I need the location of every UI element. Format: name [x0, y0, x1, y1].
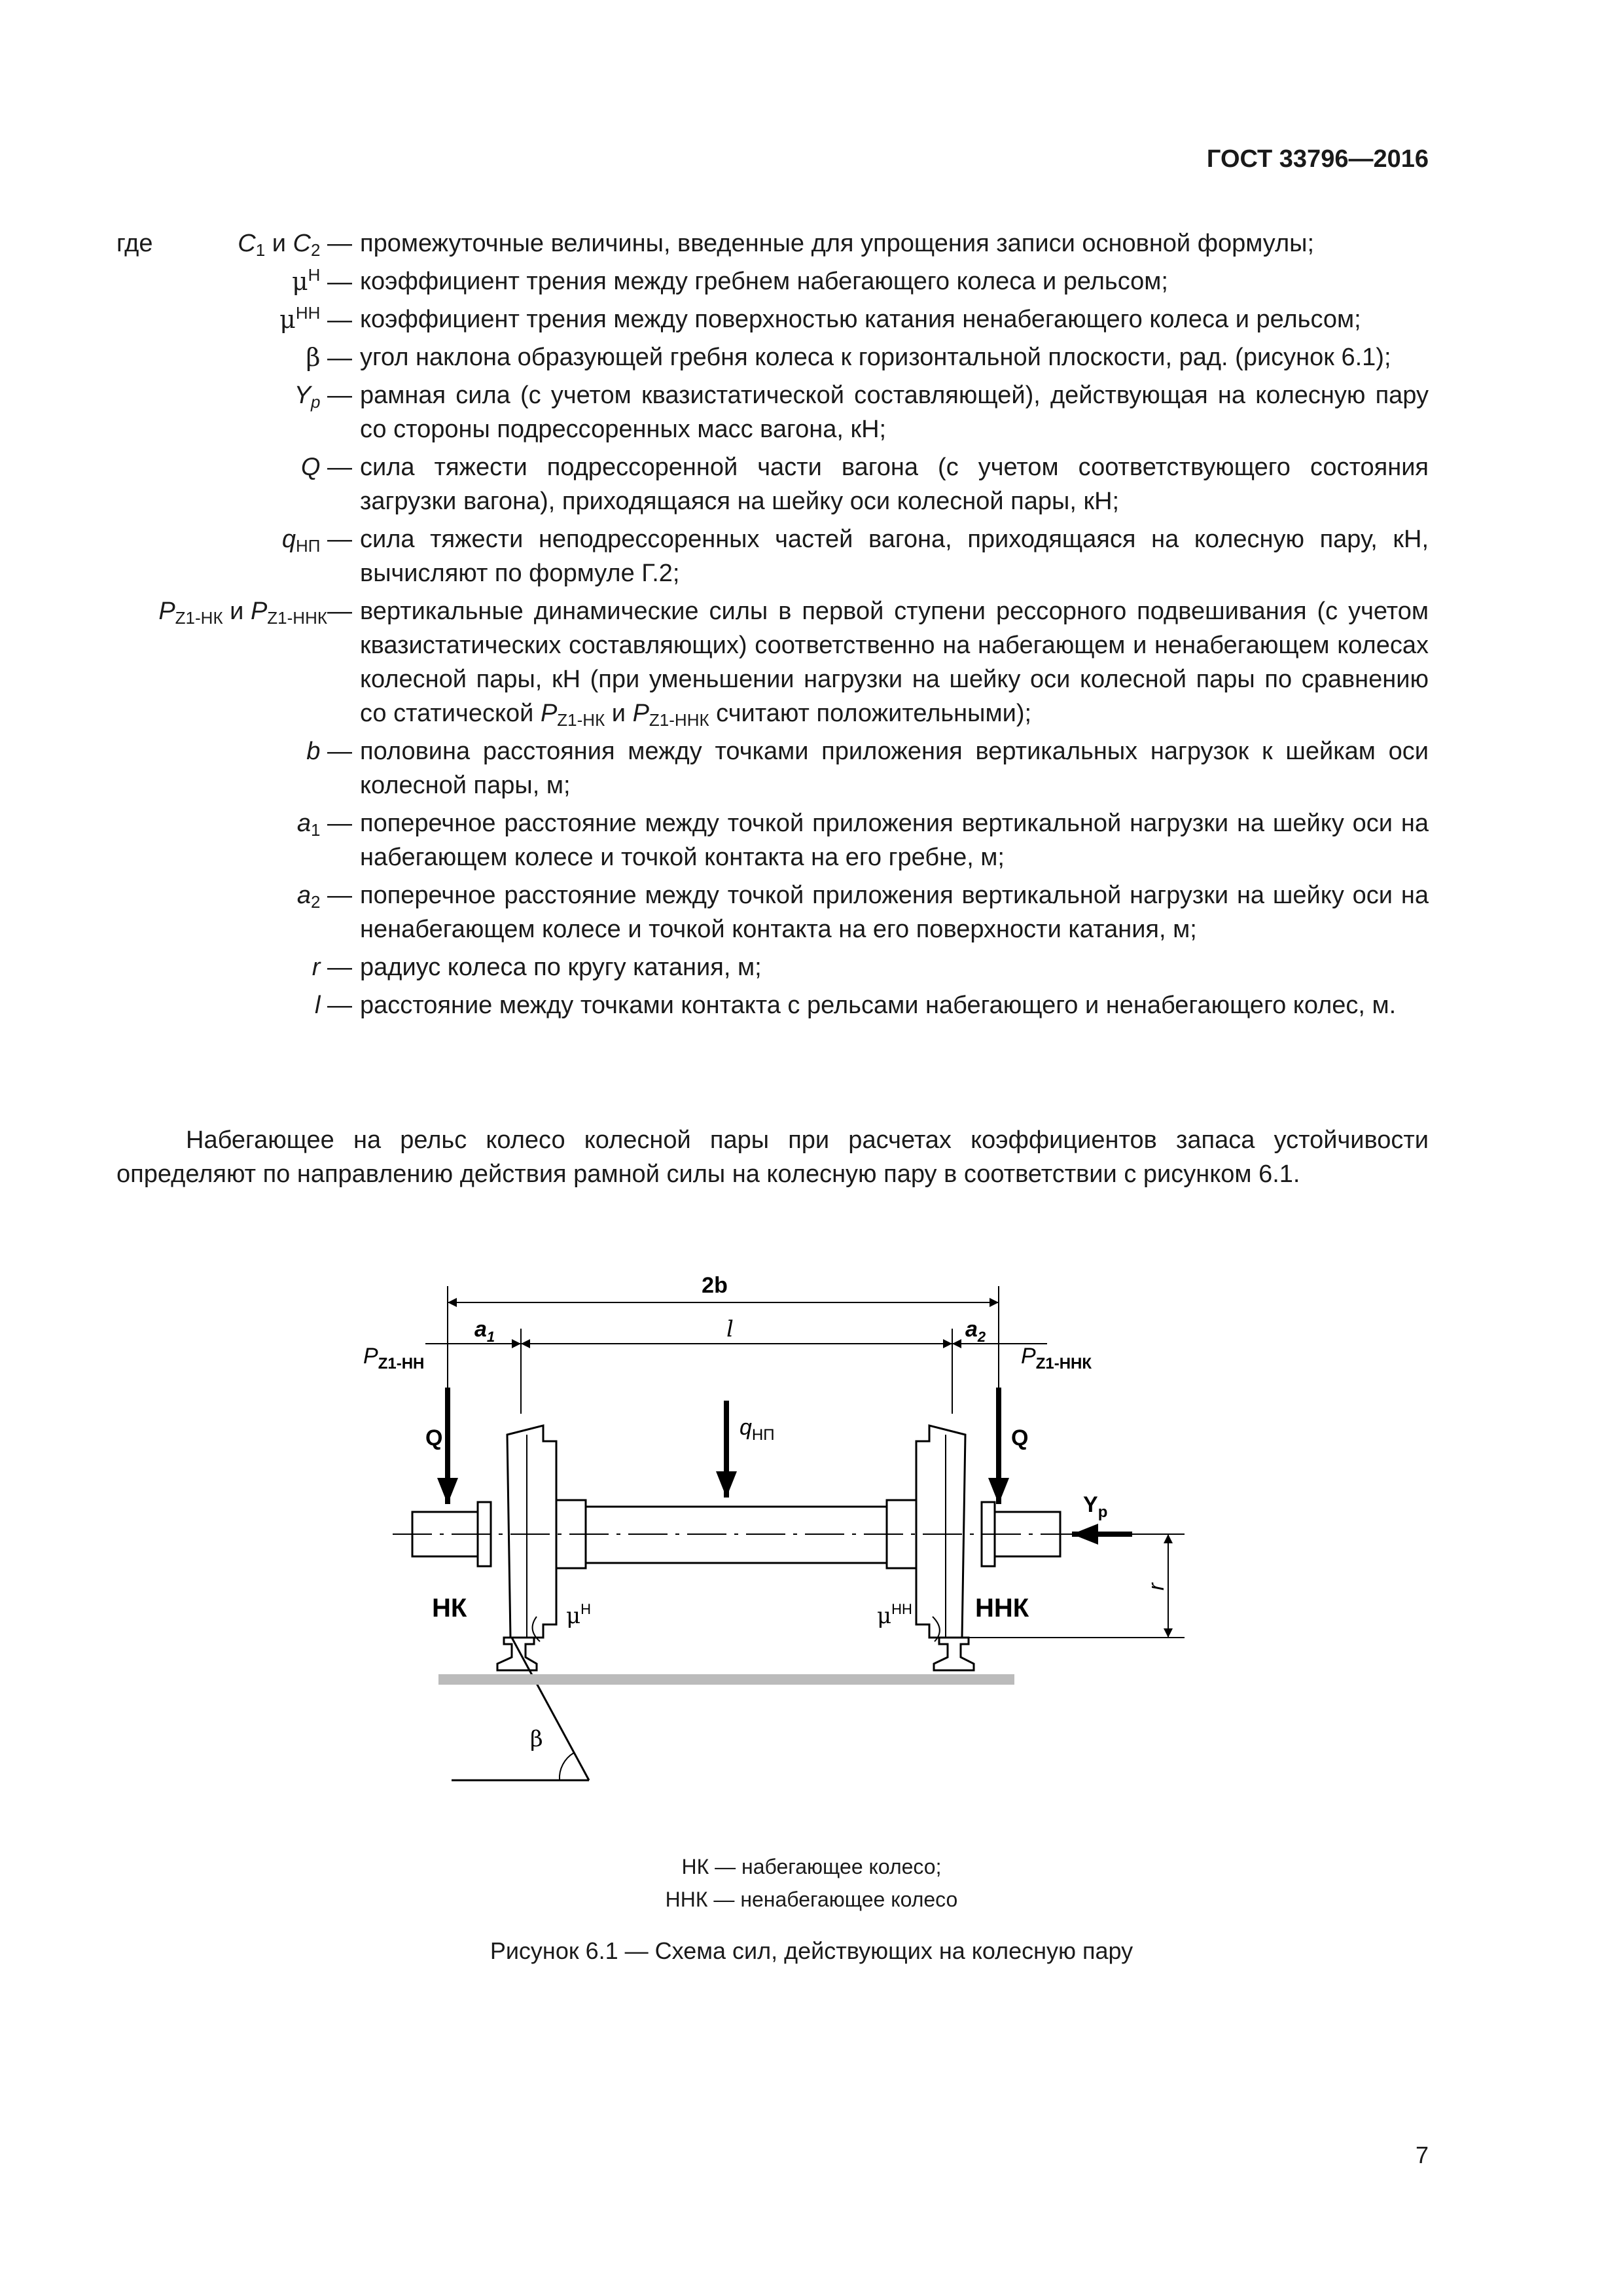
definition-symbol: l —	[314, 992, 352, 1019]
label-2b: 2b	[702, 1273, 728, 1298]
beta-arc	[560, 1753, 574, 1780]
definition-l	[116, 988, 1429, 1022]
definition-text: коэффициент трения между поверхностью катания ненабегающего колеса и рельсом;	[360, 306, 1361, 333]
definition-symbol: $q_{НП}$ —	[281, 526, 352, 556]
definition-qnp	[116, 522, 1429, 590]
label-qnp: $q_{НП}$	[740, 1415, 775, 1444]
definition-beta	[116, 340, 1429, 374]
definition-r	[116, 950, 1429, 984]
definition-text: расстояние между точками контакта с рельсами набегающего и ненабегающего колес, м.	[360, 992, 1397, 1019]
page-number: 7	[1415, 2142, 1429, 2168]
definition-text: коэффициент трения между гребнем набегающего колеса и рельсом;	[360, 268, 1168, 295]
definition-b	[116, 734, 1429, 802]
diagram-svg	[340, 1263, 1169, 1787]
intro-word: где	[116, 230, 153, 257]
figure-caption: Рисунок 6.1 — Схема сил, действующих на колесную пару	[490, 1937, 1133, 1964]
definition-symbol: $a_1$ —	[296, 810, 352, 840]
document-header: ГОСТ 33796—2016	[1206, 145, 1429, 173]
label-pz1-hh: $P_{Z1-НН}$	[363, 1344, 425, 1372]
right-rail	[934, 1638, 974, 1670]
label-l: l	[726, 1316, 734, 1342]
definition-symbol: r —	[312, 954, 352, 981]
right-wheel	[916, 1426, 965, 1638]
label-a2: $a_2$	[965, 1317, 986, 1345]
definition-text: сила тяжести неподрессоренных частей вагона, приходящаяся на колесную пару, кН, вычисляют по формуле Г.2;	[360, 526, 1429, 587]
label-q-right: Q	[1011, 1426, 1029, 1450]
definitions-list	[116, 226, 1429, 1026]
definition-symbol: $\mu^Н$ —	[291, 265, 352, 296]
definition-symbol: Q —	[300, 454, 352, 481]
wheelset-force-diagram	[340, 1263, 1169, 1787]
label-q-left: Q	[425, 1426, 443, 1450]
label-beta: β	[530, 1726, 543, 1752]
label-yp: $Y_р$	[1083, 1492, 1108, 1521]
body-paragraph: Набегающее на рельс колесо колесной пары при расчетах коэффициентов запаса устойчивости определяют по направлению действия рамной силы на колесную пару в соответствии с рисунком 6.1.	[116, 1126, 1429, 1188]
definition-pz1	[116, 594, 1429, 730]
definition-symbol: β —	[306, 343, 352, 372]
definition-yp	[116, 378, 1429, 446]
legend-line-1: НК — набегающее колесо;	[681, 1855, 942, 1878]
definition-mu-hh	[116, 302, 1429, 336]
left-rail	[497, 1638, 537, 1670]
label-pz1-hhk: $P_{Z1-ННК}$	[1021, 1344, 1092, 1372]
definition-mu-h	[116, 264, 1429, 298]
flange-generatrix	[512, 1638, 589, 1780]
definition-symbol: b —	[306, 738, 352, 765]
definition-text: поперечное расстояние между точкой приложения вертикальной нагрузки на шейку оси на ненабегающем колесе и точкой контакта на его поверхности катания, м;	[360, 882, 1429, 943]
label-a1: $a_1$	[474, 1317, 495, 1345]
definition-a1	[116, 806, 1429, 874]
definition-text: угол наклона образующей гребня колеса к горизонтальной плоскости, рад. (рисунок 6.1);	[360, 344, 1391, 371]
label-mu-hh: $\mu^{НН}$	[877, 1601, 912, 1629]
definition-text: промежуточные величины, введенные для упрощения записи основной формулы;	[360, 230, 1315, 257]
label-nk: НК	[432, 1594, 467, 1623]
definition-text: половина расстояния между точками приложения вертикальных нагрузок к шейкам оси колесной пары, м;	[360, 738, 1429, 799]
left-wheel	[507, 1426, 556, 1638]
definition-text: рамная сила (с учетом квазистатической составляющей), действующая на колесную пару со стороны подрессоренных масс вагона, кН;	[360, 382, 1429, 443]
definition-symbol: $\mu^{НН}$ —	[279, 303, 352, 334]
ground	[438, 1674, 1014, 1685]
definition-symbol: $Y_p$ —	[294, 382, 352, 412]
definition-text: сила тяжести подрессоренной части вагона (с учетом соответствующего состояния загрузки вагона), приходящаяся на шейку оси колесной пары, кН;	[360, 454, 1429, 515]
definition-text: радиус колеса по кругу катания, м;	[360, 954, 762, 981]
definition-symbol: $C_1$ и $C_2$ —	[238, 230, 352, 260]
definition-text: вертикальные динамические силы в первой ступени рессорного подвешивания (с учетом квазистатических составляющих) соответственно на набегающем и ненабегающем колесах колесной пары, кН (при уменьшении нагрузки на шейку оси колесной пары по сравнению со статической $P_{Z1-НК}$ и $P_{Z1-ННК}$ считают положительными);	[360, 598, 1429, 730]
definition-text: поперечное расстояние между точкой приложения вертикальной нагрузки на шейку оси на набегающем колесе и точкой контакта на его гребне, м;	[360, 810, 1429, 871]
label-mu-h: $\mu^Н$	[566, 1601, 591, 1629]
legend-line-2: ННК — ненабегающее колесо	[665, 1888, 958, 1911]
label-r: r	[1144, 1583, 1169, 1590]
definition-q	[116, 450, 1429, 518]
definition-symbol: $P_{Z1-НК}$ и $P_{Z1-ННК}—$	[158, 598, 352, 628]
label-nnk: ННК	[975, 1594, 1029, 1623]
definition-c1-c2	[116, 226, 1429, 260]
definition-symbol: $a_2$ —	[296, 882, 352, 912]
definition-a2	[116, 878, 1429, 946]
